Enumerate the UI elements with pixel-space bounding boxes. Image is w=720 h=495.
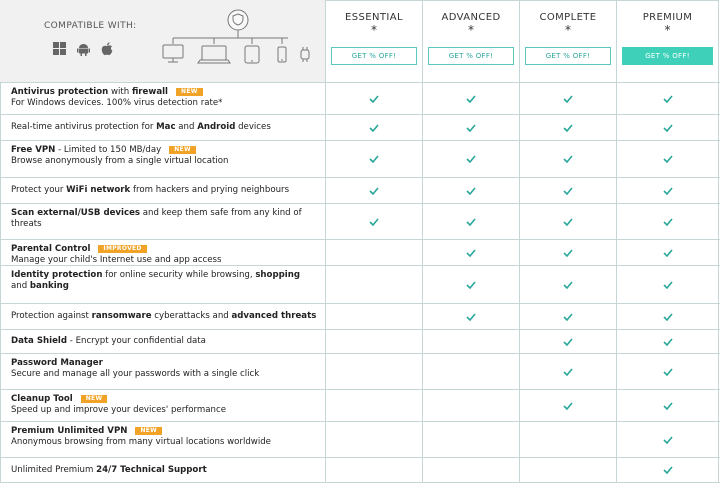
device-diagram <box>158 6 318 76</box>
tablet-icon <box>245 46 259 63</box>
checkmark-icon <box>663 249 673 257</box>
feature-text-bold: Scan external/USB devices <box>11 208 141 218</box>
feature-badge: IMPROVED <box>98 245 146 253</box>
shield-icon <box>228 10 248 30</box>
feature-text: Anonymous browsing from many virtual locations worldwide <box>11 437 271 447</box>
android-icon <box>76 42 90 56</box>
checkmark-icon <box>663 187 673 195</box>
feature-text-bold: Cleanup Tool <box>11 394 73 404</box>
plan-cell <box>520 115 617 140</box>
checkmark-icon <box>369 218 379 226</box>
plan-cell <box>423 240 520 265</box>
feature-text: and keep them safe from any kind of <box>140 208 302 218</box>
feature-text: cyberattacks and <box>151 311 232 321</box>
feature-line <box>11 437 325 448</box>
table-row <box>0 457 720 483</box>
checkmark-icon <box>563 281 573 289</box>
feature-text: threats <box>11 219 42 229</box>
checkmark-icon <box>466 313 476 321</box>
compatibility-panel <box>0 0 326 82</box>
feature-text-bold: Password Manager <box>11 358 103 368</box>
checkmark-icon <box>663 95 673 103</box>
table-row <box>0 303 720 329</box>
checkmark-icon <box>369 95 379 103</box>
feature-line <box>11 87 325 98</box>
checkmark-icon <box>663 281 673 289</box>
feature-text-bold: advanced threats <box>231 311 317 321</box>
checkmark-icon <box>369 187 379 195</box>
feature-description <box>0 178 326 203</box>
feature-line <box>11 270 325 281</box>
table-row <box>0 114 720 140</box>
plan-cell <box>423 83 520 114</box>
plan-cell <box>520 390 617 421</box>
plan-cell <box>520 178 617 203</box>
plan-cell <box>520 266 617 303</box>
checkmark-icon <box>663 402 673 410</box>
feature-badge: NEW <box>169 146 196 154</box>
plan-cell <box>423 115 520 140</box>
plan-cell <box>326 458 423 482</box>
checkmark-icon <box>663 218 673 226</box>
feature-text-bold: Premium Unlimited VPN <box>11 426 128 436</box>
phone-icon <box>278 47 286 62</box>
feature-line <box>11 244 325 255</box>
table-row <box>0 82 720 114</box>
feature-line <box>11 358 325 369</box>
checkmark-icon <box>466 281 476 289</box>
table-row <box>0 389 720 421</box>
checkmark-icon <box>563 313 573 321</box>
feature-text: from hackers and prying neighbours <box>130 185 290 195</box>
feature-description <box>0 422 326 457</box>
plan-star: * <box>565 23 571 37</box>
checkmark-icon <box>663 338 673 346</box>
plan-cell <box>326 354 423 389</box>
plan-cell <box>326 390 423 421</box>
feature-text-bold: Identity protection <box>11 270 103 280</box>
feature-text: - Encrypt your confidential data <box>67 336 206 346</box>
table-row <box>0 265 720 303</box>
plan-cell <box>617 390 719 421</box>
feature-line <box>11 369 325 380</box>
plan-cell <box>617 178 719 203</box>
feature-text-bold: 24/7 Technical Support <box>96 464 207 475</box>
laptop-icon <box>198 46 230 63</box>
feature-description <box>0 141 326 177</box>
table-row <box>0 140 720 177</box>
checkmark-icon <box>663 436 673 444</box>
feature-text: Secure and manage all your passwords with a single click <box>11 369 260 379</box>
feature-text: with <box>108 87 132 97</box>
feature-text-bold: WiFi network <box>66 185 131 195</box>
feature-text-bold: Data Shield <box>11 336 68 346</box>
checkmark-icon <box>663 466 673 474</box>
feature-line <box>11 336 206 347</box>
plan-cell <box>520 141 617 177</box>
compatible-label: COMPATIBLE WITH: <box>44 21 137 31</box>
table-row <box>0 353 720 389</box>
plan-cell <box>423 204 520 239</box>
feature-line <box>11 405 325 416</box>
plan-cell <box>617 240 719 265</box>
plan-cell <box>423 141 520 177</box>
plan-cell <box>423 304 520 329</box>
table-row <box>0 203 720 239</box>
watch-icon <box>301 47 309 62</box>
checkmark-icon <box>563 402 573 410</box>
checkmark-icon <box>663 124 673 132</box>
plan-cell <box>617 354 719 389</box>
checkmark-icon <box>563 368 573 376</box>
plan-cell <box>520 458 617 482</box>
comparison-header <box>0 0 720 82</box>
plan-cell <box>520 240 617 265</box>
plan-star: * <box>664 23 671 37</box>
feature-text: and <box>175 122 198 132</box>
feature-line <box>11 394 325 405</box>
feature-text-bold: Parental Control <box>11 244 91 254</box>
feature-text: For Windows devices. 100% virus detection rate* <box>11 98 223 108</box>
feature-text: for online security while browsing, <box>102 270 256 280</box>
plan-cell <box>326 178 423 203</box>
os-icons <box>52 42 114 56</box>
table-row <box>0 421 720 457</box>
plan-cell <box>617 458 719 482</box>
windows-icon <box>52 42 66 56</box>
plan-cell <box>617 115 719 140</box>
feature-text: Real-time antivirus protection for <box>11 122 157 132</box>
feature-text: Protect your <box>11 185 67 195</box>
feature-description <box>0 458 326 482</box>
plan-cell <box>617 83 719 114</box>
feature-text-bold: Android <box>197 122 236 132</box>
feature-text: devices <box>235 122 271 132</box>
feature-description <box>0 330 326 353</box>
plan-cell <box>326 240 423 265</box>
feature-line <box>11 281 325 292</box>
feature-description <box>0 83 326 114</box>
checkmark-icon <box>466 187 476 195</box>
table-row <box>0 329 720 353</box>
apple-icon <box>100 42 114 56</box>
checkmark-icon <box>466 155 476 163</box>
plan-cell <box>423 330 520 353</box>
feature-text-bold: Free VPN <box>11 145 56 155</box>
feature-line <box>11 311 316 322</box>
plan-cell <box>326 422 423 457</box>
feature-text: Speed up and improve your devices' performance <box>11 405 227 415</box>
plan-star: * <box>468 23 474 37</box>
feature-line <box>11 145 325 156</box>
plan-cell <box>617 304 719 329</box>
feature-badge: NEW <box>176 88 203 96</box>
plan-cell <box>617 422 719 457</box>
feature-line <box>11 122 271 133</box>
plan-cell <box>520 204 617 239</box>
feature-text: Protection against <box>11 311 92 321</box>
plan-premium <box>617 0 719 82</box>
plan-cell <box>423 178 520 203</box>
checkmark-icon <box>369 155 379 163</box>
plan-cell <box>423 266 520 303</box>
plan-cell <box>326 115 423 140</box>
checkmark-icon <box>563 218 573 226</box>
feature-text-bold: Antivirus protection <box>11 87 109 97</box>
feature-description <box>0 266 326 303</box>
checkmark-icon <box>466 249 476 257</box>
plan-essential <box>326 0 423 82</box>
feature-line <box>11 426 325 437</box>
plan-cell <box>520 330 617 353</box>
checkmark-icon <box>563 95 573 103</box>
plan-cell <box>617 266 719 303</box>
checkmark-icon <box>466 95 476 103</box>
checkmark-icon <box>663 313 673 321</box>
plan-cell <box>326 330 423 353</box>
plan-cell <box>520 304 617 329</box>
plan-name: ADVANCED <box>441 12 501 23</box>
feature-text: - Limited to 150 MB/day <box>55 145 162 155</box>
table-row <box>0 239 720 265</box>
checkmark-icon <box>563 338 573 346</box>
feature-line <box>11 156 325 167</box>
feature-text-bold: ransomware <box>91 311 152 321</box>
get-offer-button-advanced[interactable]: GET % OFF! <box>428 47 514 65</box>
checkmark-icon <box>663 368 673 376</box>
get-offer-button-essential[interactable]: GET % OFF! <box>331 47 417 65</box>
desktop-icon <box>163 45 183 62</box>
plan-cell <box>326 141 423 177</box>
feature-description <box>0 390 326 421</box>
plan-cell <box>423 390 520 421</box>
plan-cell <box>423 422 520 457</box>
get-offer-button-complete[interactable]: GET % OFF! <box>525 47 611 65</box>
plan-name: ESSENTIAL <box>345 12 403 23</box>
feature-line <box>11 219 325 230</box>
checkmark-icon <box>466 124 476 132</box>
feature-description <box>0 354 326 389</box>
plan-name: COMPLETE <box>539 12 597 23</box>
feature-text-bold: firewall <box>131 87 169 97</box>
plan-cell <box>617 141 719 177</box>
checkmark-icon <box>369 124 379 132</box>
plan-advanced <box>423 0 520 82</box>
plan-cell <box>326 266 423 303</box>
feature-line <box>11 185 289 196</box>
plan-cell <box>617 204 719 239</box>
plan-name: PREMIUM <box>642 12 693 23</box>
plan-cell <box>617 330 719 353</box>
feature-badge: NEW <box>135 427 162 435</box>
plan-cell <box>520 83 617 114</box>
checkmark-icon <box>663 155 673 163</box>
feature-badge: NEW <box>81 395 108 403</box>
feature-text-bold: shopping <box>255 270 300 280</box>
feature-line <box>11 465 207 476</box>
feature-text-bold: banking <box>29 281 69 291</box>
feature-line <box>11 98 325 109</box>
checkmark-icon <box>563 187 573 195</box>
plan-cell <box>326 304 423 329</box>
plan-cell <box>326 204 423 239</box>
plan-star: * <box>371 23 377 37</box>
feature-text: and <box>11 281 30 291</box>
feature-text-bold: Mac <box>156 122 176 132</box>
feature-description <box>0 240 326 265</box>
feature-text: Manage your child's Internet use and app access <box>11 255 222 265</box>
feature-description <box>0 304 326 329</box>
checkmark-icon <box>563 124 573 132</box>
feature-text: Browse anonymously from a single virtual location <box>11 156 229 166</box>
plan-cell <box>520 354 617 389</box>
checkmark-icon <box>563 155 573 163</box>
plan-cell <box>423 458 520 482</box>
get-offer-button-premium[interactable]: GET % OFF! <box>622 47 713 65</box>
feature-line <box>11 208 325 219</box>
plan-complete <box>520 0 617 82</box>
table-row <box>0 177 720 203</box>
plan-cell <box>423 354 520 389</box>
plan-cell <box>520 422 617 457</box>
feature-description <box>0 204 326 239</box>
feature-description <box>0 115 326 140</box>
checkmark-icon <box>563 249 573 257</box>
checkmark-icon <box>466 218 476 226</box>
plan-cell <box>326 83 423 114</box>
feature-text: Unlimited Premium <box>11 464 97 475</box>
